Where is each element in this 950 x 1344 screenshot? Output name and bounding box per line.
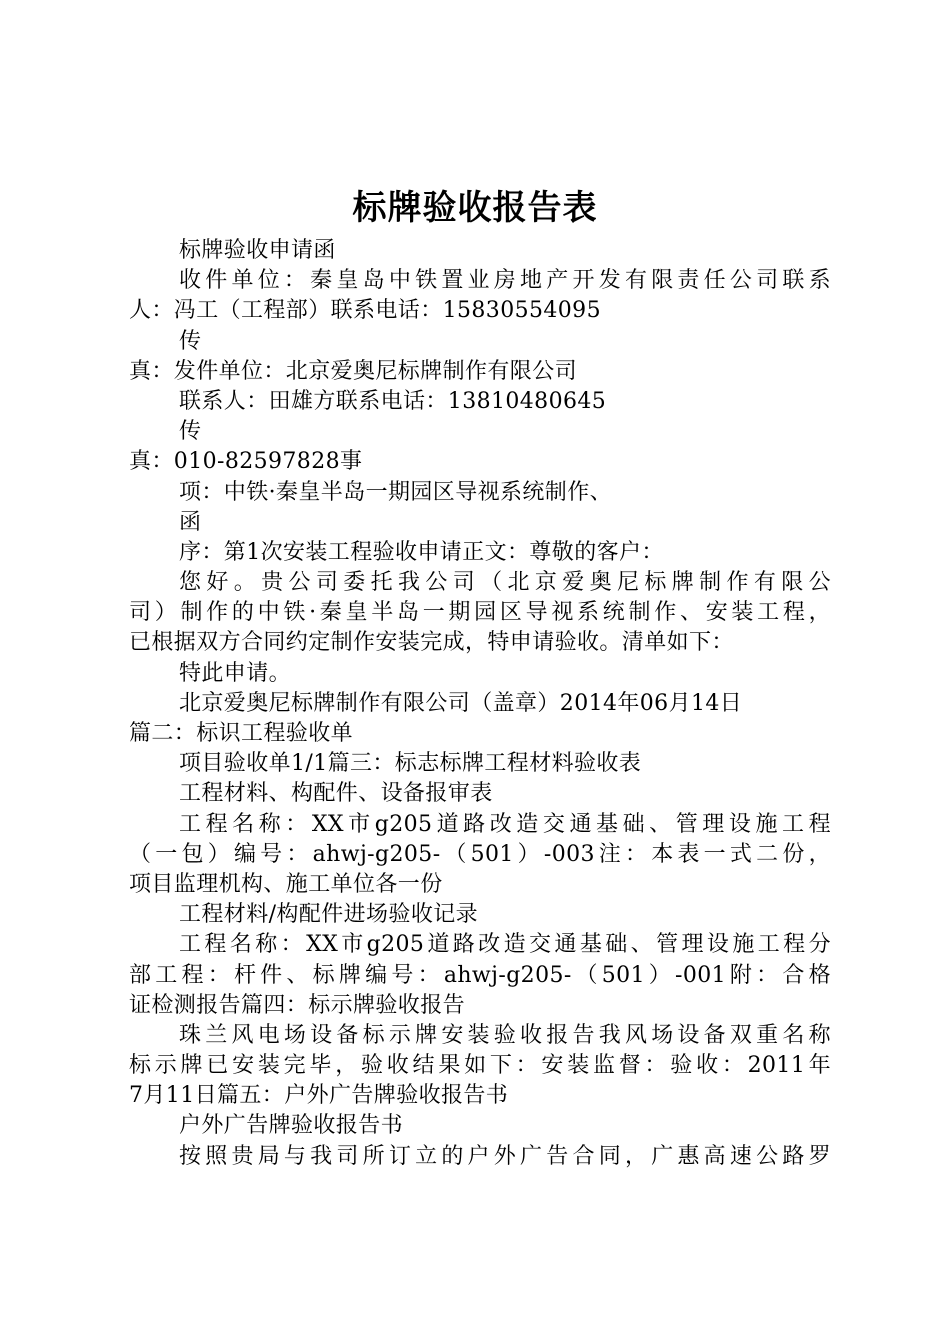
text-line: 户外广告牌验收报告书 bbox=[179, 1113, 404, 1139]
text-line: 传 bbox=[179, 419, 202, 445]
text-line: 工程材料、构配件、设备报审表 bbox=[179, 781, 493, 807]
text-line: 按照贵局与我司所订立的户外广告合同，广惠高速公路罗 bbox=[179, 1143, 831, 1169]
text-line: 传 bbox=[179, 328, 202, 354]
text-line: 联系人：田雄方联系电话：13810480645 bbox=[179, 388, 607, 414]
text-line: 真：发件单位：北京爱奥尼标牌制作有限公司 bbox=[129, 358, 578, 384]
text-line: 篇二：标识工程验收单 bbox=[129, 721, 354, 746]
text-line: 真：010-82597828事 bbox=[129, 449, 363, 475]
text-line: 项目验收单1/1篇三：标志标牌工程材料验收表 bbox=[179, 751, 642, 777]
text-line: 标示牌已安装完毕，验收结果如下：安装监督：验收：2011年 bbox=[129, 1053, 831, 1079]
text-line: 项目监理机构、施工单位各一份 bbox=[129, 871, 443, 897]
text-line: 7月11日篇五：户外广告牌验收报告书 bbox=[129, 1083, 509, 1109]
text-line: 标牌验收申请函 bbox=[179, 238, 336, 263]
text-line: 部工程：杆件、标牌编号：ahwj-g205-（501）-001附：合格 bbox=[129, 962, 831, 988]
text-line: 人：冯工（工程部）联系电话：15830554095 bbox=[129, 298, 601, 324]
text-line: 珠兰风电场设备标示牌安装验收报告我风场设备双重名称 bbox=[179, 1022, 831, 1048]
text-line: 特此申请。 bbox=[179, 660, 292, 686]
text-line: （一包）编号：ahwj-g205-（501）-003注：本表一式二份， bbox=[129, 841, 831, 867]
text-line: 司）制作的中铁·秦皇半岛一期园区导视系统制作、安装工程， bbox=[129, 600, 831, 626]
text-line: 证检测报告篇四：标示牌验收报告 bbox=[129, 992, 466, 1018]
text-line: 工程材料/构配件进场验收记录 bbox=[179, 902, 479, 928]
text-line: 收件单位：秦皇岛中铁置业房地产开发有限责任公司联系 bbox=[179, 268, 831, 294]
text-line: 工程名称：XX市g205道路改造交通基础、管理设施工程分 bbox=[179, 932, 831, 958]
text-line: 已根据双方合同约定制作安装完成，特申请验收。清单如下： bbox=[129, 630, 734, 656]
text-line: 函 bbox=[179, 509, 202, 535]
document-body bbox=[129, 236, 831, 1172]
text-line: 您好。贵公司委托我公司（北京爱奥尼标牌制作有限公 bbox=[179, 570, 831, 596]
text-line: 序：第1次安装工程验收申请正文：尊敬的客户： bbox=[179, 539, 664, 565]
text-line: 工程名称：XX市g205道路改造交通基础、管理设施工程 bbox=[179, 811, 831, 837]
text-line: 北京爱奥尼标牌制作有限公司（盖章）2014年06月14日 bbox=[179, 690, 743, 716]
text-line: 项：中铁·秦皇半岛一期园区导视系统制作、 bbox=[179, 479, 612, 505]
document-title: 标牌验收报告表 bbox=[352, 188, 598, 228]
